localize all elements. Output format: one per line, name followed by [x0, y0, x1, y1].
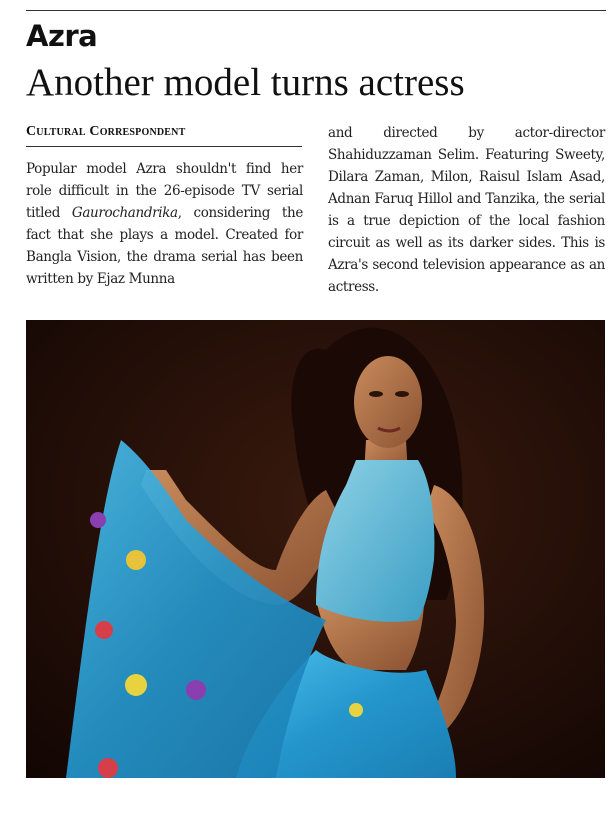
- top-rule: [26, 10, 606, 11]
- byline: Cultural Correspondent: [26, 124, 186, 139]
- article-column-2: [328, 122, 605, 298]
- paragraph-1: [26, 158, 303, 290]
- article-column-1: [26, 158, 303, 290]
- article-headline: Another model turns actress: [26, 61, 465, 104]
- col1-text-a: Popular model Azra shouldn't find her role difficult in the 26-episode TV serial titled: [26, 161, 303, 221]
- article-kicker: Azra: [26, 19, 98, 53]
- col1-text-b: , considering the fact that she plays a model. Created for Bangla Vision, the drama serial has been written by Ejaz Munna: [26, 205, 303, 287]
- serial-title: Gaurochandrika: [71, 205, 178, 221]
- paragraph-2: and directed by actor-director Shahiduzzaman Selim. Featuring Sweety, Dilara Zaman, Milon, Raisul Islam Asad, Adnan Faruq Hillol and Tanzika, the serial is a true depiction of the local fashion circuit as well as its darker sides. This is Azra's second television appearance as an actress.: [328, 125, 605, 295]
- photo-illustration: [26, 320, 605, 778]
- face: [354, 356, 422, 448]
- byline-rule: [26, 146, 302, 147]
- article-photo: [26, 320, 605, 778]
